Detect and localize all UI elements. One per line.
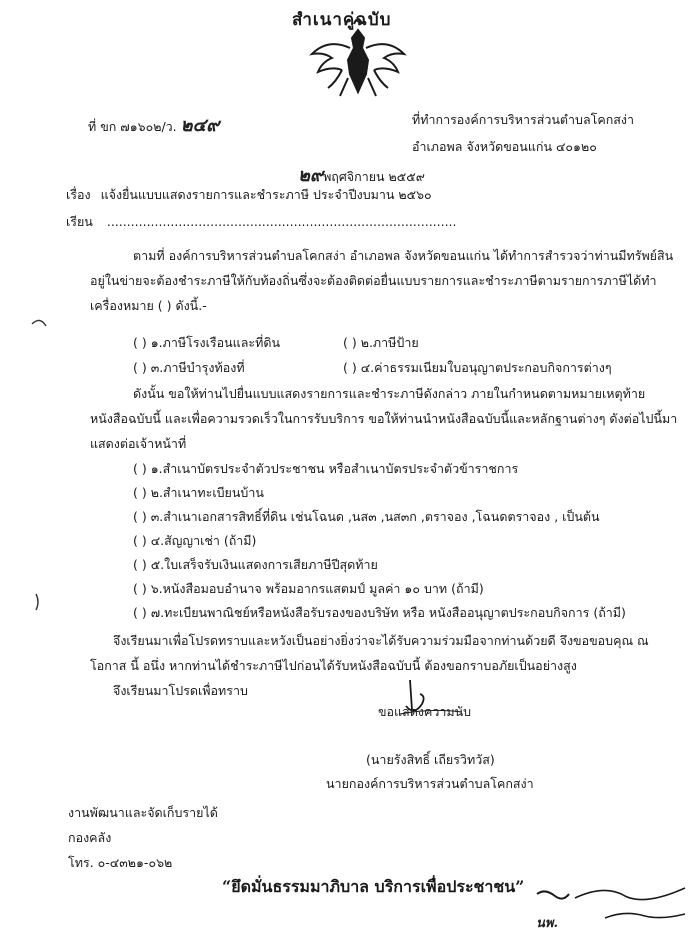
signer-name: (นายรังสิทธิ์ เถียรวิทวัส) — [366, 752, 495, 767]
hole-punch-mark-icon — [28, 592, 44, 614]
tax-checkbox-3[interactable]: ( ) ๓.ภาษีบำรุงท้องที่ — [133, 360, 245, 375]
document-number-prefix: ที่ ขก ๗๑๖๐๒/ว. — [88, 119, 177, 134]
paragraph-2-line-1: ดังนั้น ขอให้ท่านไปยื่นแบบแสดงรายการและชำระภาษีดังกล่าว ภายในกำหนดตามหมายเหตุท้าย — [133, 386, 646, 401]
paragraph-2-line-3: แสดงต่อเจ้าหน้าที่ — [90, 436, 187, 451]
paragraph-3-line-1: จึงเรียนมาเพื่อโปรดทราบและหวังเป็นอย่างยิ่งว่าจะได้รับความร่วมมือจากท่านด้วยดี จึงขอขอบคุณ ณ — [113, 633, 649, 648]
document-checkbox-6[interactable]: ( ) ๖.หนังสือมอบอำนาจ พร้อมอากรแสตมป์ มูลค่า ๑๐ บาท (ถ้ามี) — [133, 581, 484, 596]
motto: “ยึดมั่นธรรมมาภิบาล บริการเพื่อประชาชน” — [222, 877, 525, 896]
document-checkbox-5[interactable]: ( ) ๕.ใบเสร็จรับเงินแสดงการเสียภาษีปีสุดท้าย — [133, 557, 378, 572]
salutation-line — [66, 212, 457, 232]
office-address-line1: ที่ทำการองค์การบริหารส่วนตำบลโคกสง่า — [412, 112, 635, 127]
initial-mark: นพ. — [536, 916, 558, 931]
initials-scribble-icon — [535, 880, 695, 932]
paragraph-1-line-1: ตามที่ องค์การบริหารส่วนตำบลโคกสง่า อำเภอพล จังหวัดขอนแก่น ได้ทำการสำรวจว่าท่านมีทรัพย์สิน — [133, 248, 674, 263]
closing-phrase: ขอแสดงความนับ — [378, 704, 472, 719]
document-checkbox-1[interactable]: ( ) ๑.สำเนาบัตรประจำตัวประชาชน หรือสำเนาบัตรประจำตัวข้าราชการ — [133, 461, 519, 476]
subject-text: แจ้งยื่นแบบแสดงรายการและชำระภาษี ประจำปีงบมาน ๒๕๖๐ — [100, 187, 432, 202]
paragraph-1-line-2: อยู่ในข่ายจะต้องชำระภาษีให้กับท้องถิ่นซึ่งจะต้องติดต่อยื่นแบบรายการและชำระภาษีตามรายการภาษีได้ทำ — [90, 273, 657, 288]
document-checkbox-3[interactable]: ( ) ๓.สำเนาเอกสารสิทธิ์ที่ดิน เช่นโฉนด ,นส๓ ,นส๓ก ,ตราจอง ,โฉนดตราจอง , เป็นต้น — [133, 509, 600, 524]
salutation-label: เรียน — [66, 214, 93, 229]
document-checkbox-2[interactable]: ( ) ๒.สำเนาทะเบียนบ้าน — [133, 485, 264, 500]
salutation-dots: ........................................................................................ — [106, 214, 457, 229]
date-month-year: พฤศจิกายน ๒๕๕๙ — [323, 169, 425, 184]
paragraph-4: จึงเรียนมาโปรดเพื่อทราบ — [113, 683, 248, 698]
document-checkbox-7[interactable]: ( ) ๗.ทะเบียนพาณิชย์หรือหนังสือรับรองของบริษัท หรือ หนังสืออนุญาตประกอบกิจการ (ถ้ามี) — [133, 605, 626, 620]
telephone: โทร. ๐-๔๓๒๑-๐๖๒ — [68, 855, 173, 870]
document-checkbox-4[interactable]: ( ) ๔.สัญญาเช่า (ถ้ามี) — [133, 533, 257, 548]
document-number — [88, 110, 219, 139]
division-name: กองคลัง — [68, 830, 112, 845]
document-number-handwritten: ๒๔๙ — [180, 115, 220, 136]
paragraph-3-line-2: โอกาส นี้ อนึ่ง หากท่านได้ชำระภาษีไปก่อนได้รับหนังสือฉบับนี้ ต้องขอกราบอภัยเป็นอย่างสูง — [90, 658, 577, 673]
tax-checkbox-1[interactable]: ( ) ๑.ภาษีโรงเรือนและที่ดิน — [133, 335, 281, 350]
subject-label: เรื่อง — [66, 187, 91, 202]
subject-line — [66, 185, 432, 205]
department-name: งานพัฒนาและจัดเก็บรายได้ — [68, 805, 218, 820]
tax-checkbox-2[interactable]: ( ) ๒.ภาษีป้าย — [343, 335, 419, 350]
paragraph-1-line-3: เครื่องหมาย ( ) ดังนี้.- — [90, 298, 207, 313]
hole-punch-mark-icon — [28, 318, 48, 342]
tax-checkbox-4[interactable]: ( ) ๔.ค่าธรรมเนียมใบอนุญาตประกอบกิจการต่างๆ — [343, 360, 612, 375]
office-address-line2: อำเภอพล จังหวัดขอนแก่น ๔๐๑๒๐ — [412, 139, 597, 154]
signer-position: นายกองค์การบริหารส่วนตำบลโคกสง่า — [326, 776, 534, 791]
date-day-handwritten: ๒๙ — [298, 165, 324, 186]
paragraph-2-line-2: หนังสือฉบับนี้ และเพื่อความรวดเร็วในการรับบริการ ขอให้ท่านนำหนังสือฉบับนี้และหลักฐานต่างๆ ดังต่อไปนี้มา — [90, 411, 678, 426]
seal-title: สำเนาคู่ฉบับ — [292, 10, 392, 30]
